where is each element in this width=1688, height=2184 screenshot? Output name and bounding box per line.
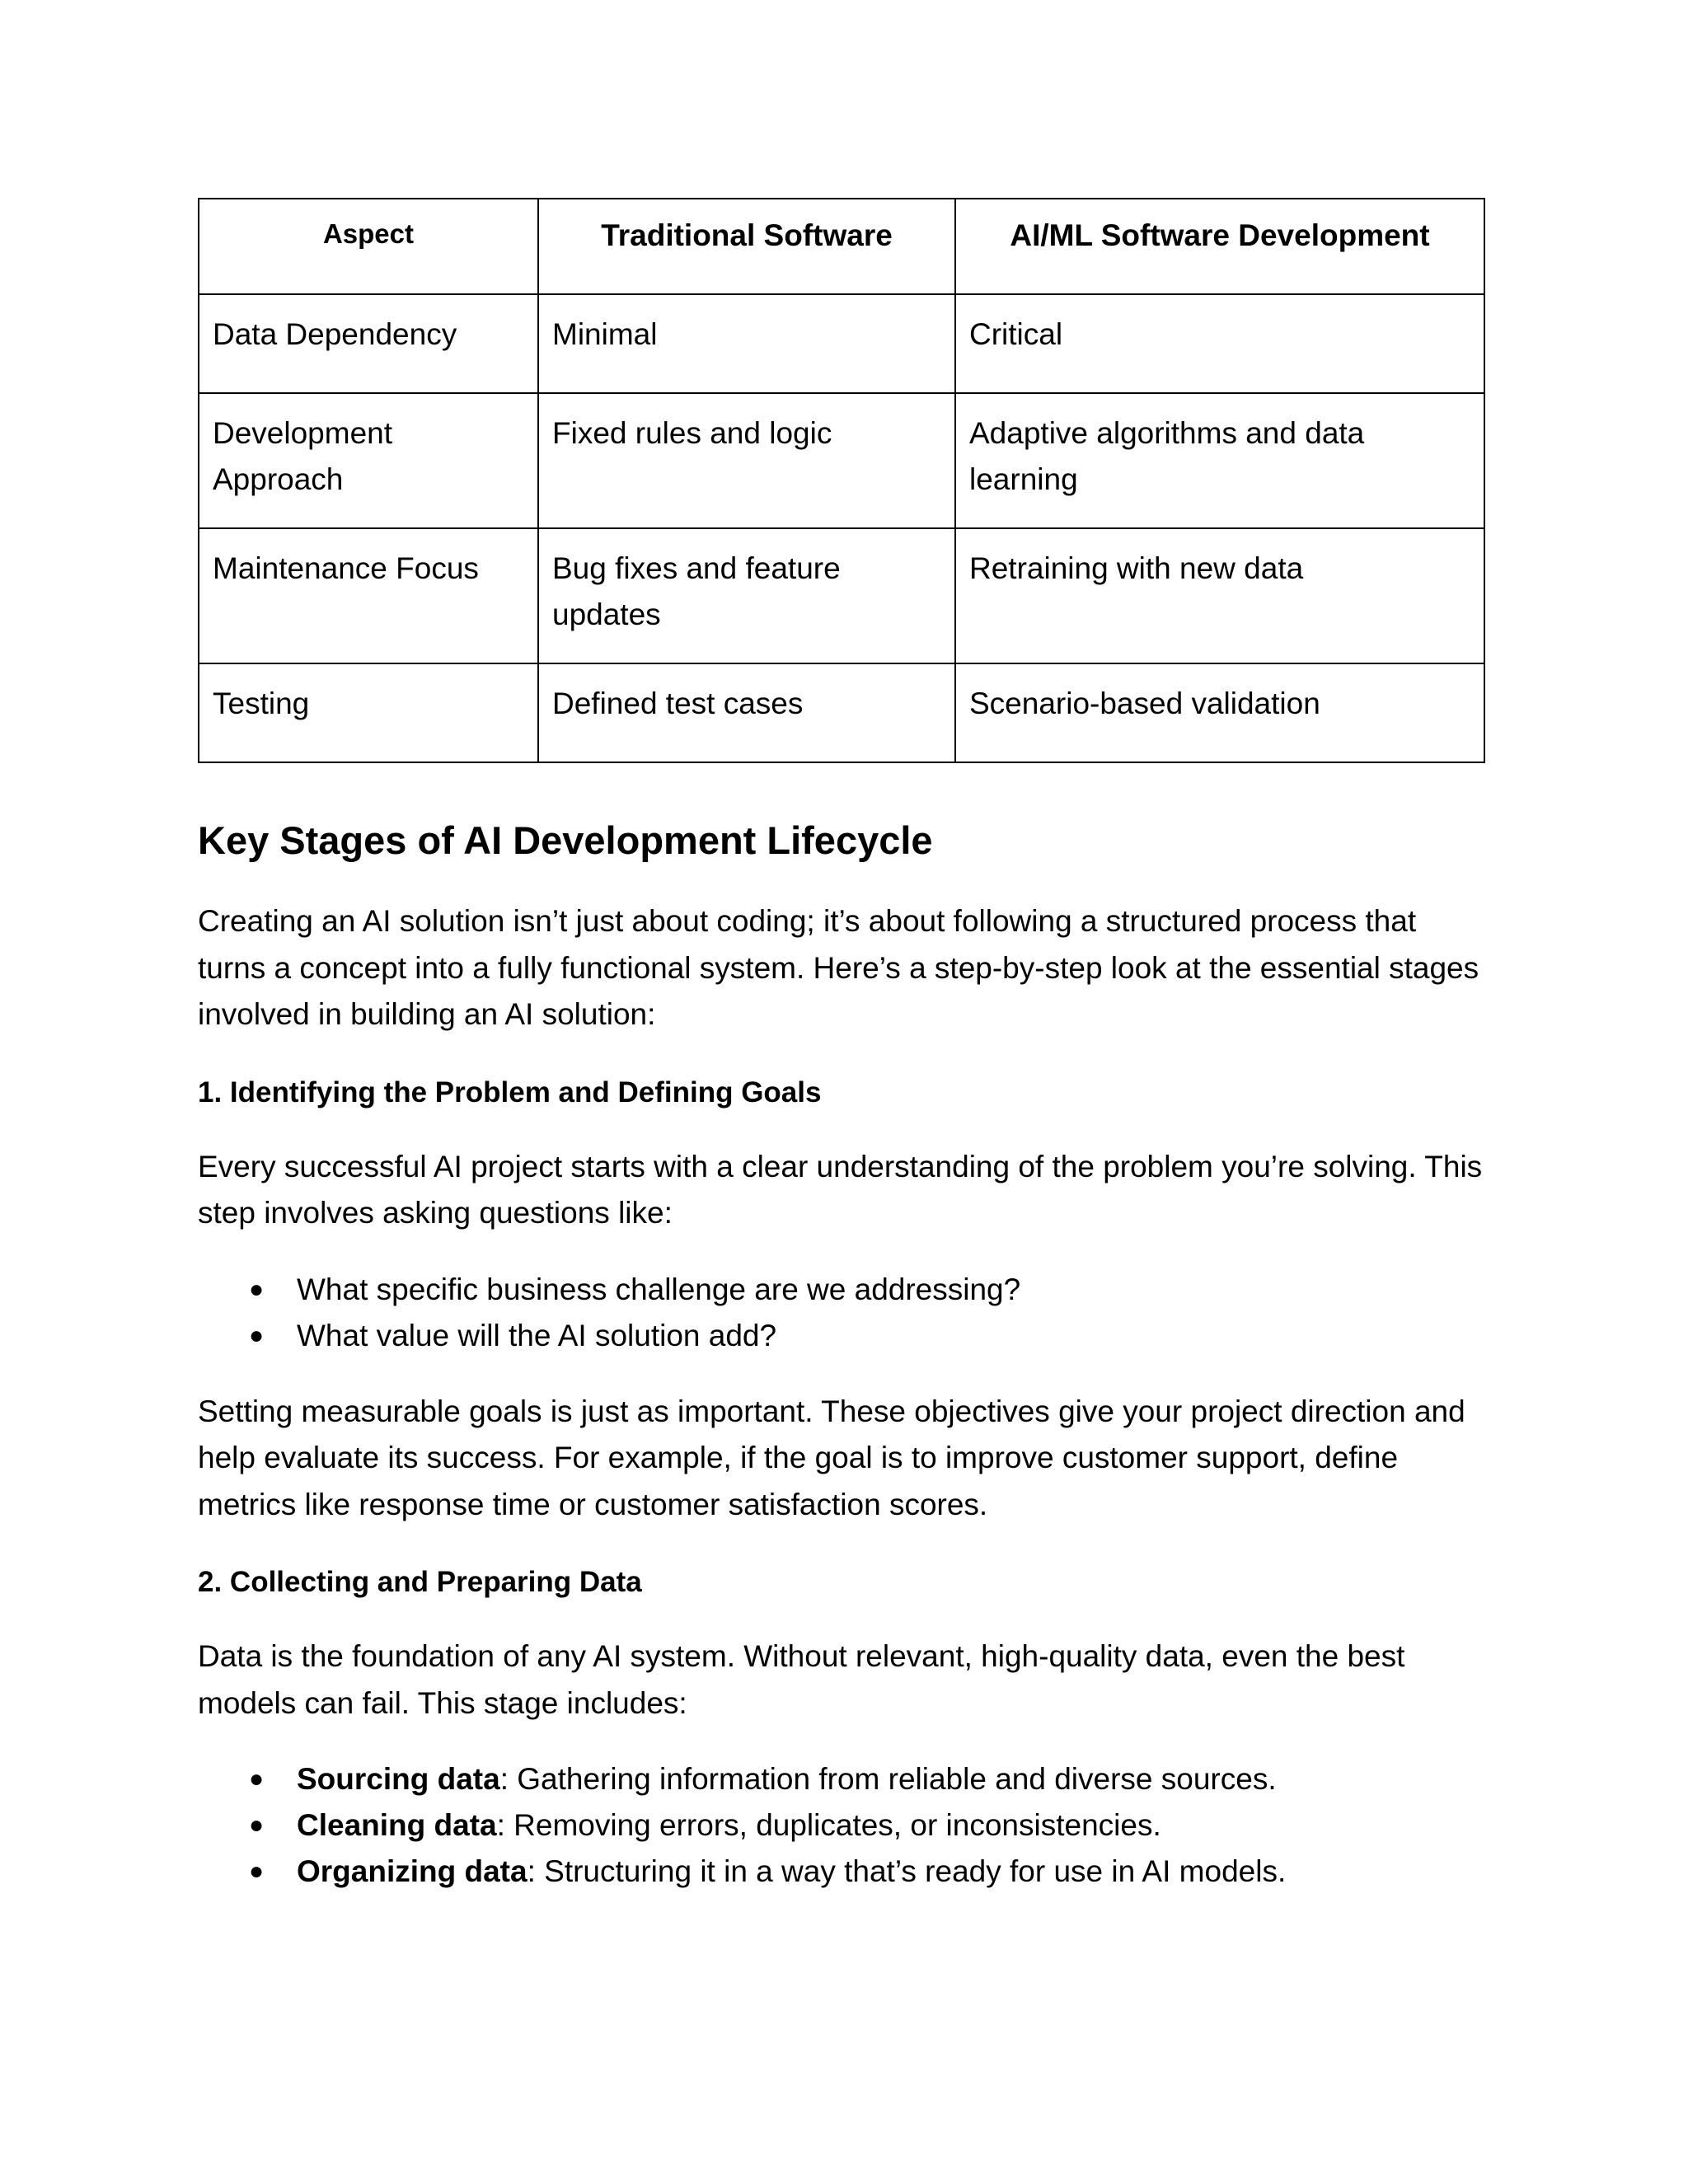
table-header-row [199, 199, 1484, 294]
section-heading: Key Stages of AI Development Lifecycle [198, 818, 933, 862]
list-item-text: : Removing errors, duplicates, or inconsistencies. [496, 1808, 1161, 1842]
table-cell: Development Approach [199, 393, 538, 528]
list-item-term: Organizing data [297, 1854, 528, 1888]
list-item [198, 1313, 1484, 1359]
list-item-text: What specific business challenge are we addressing? [297, 1272, 1021, 1306]
table-cell: Maintenance Focus [199, 528, 538, 663]
table-cell: Retraining with new data [955, 528, 1484, 663]
table-row [199, 294, 1484, 393]
list-item-text: What value will the AI solution add? [297, 1318, 777, 1352]
table-row [199, 393, 1484, 528]
list-item [198, 1802, 1484, 1849]
table-cell: Scenario-based validation [955, 663, 1484, 762]
list-item [198, 1267, 1484, 1313]
table-cell: Critical [955, 294, 1484, 393]
step-2-paragraph: Data is the foundation of any AI system. Without relevant, high-quality data, even the best models can fail. This stage includes: [198, 1639, 1405, 1720]
table-cell: Testing [199, 663, 538, 762]
list-item [198, 1849, 1484, 1895]
table-cell: Bug fixes and feature updates [538, 528, 955, 663]
step-1-heading: 1. Identifying the Problem and Defining Goals [198, 1076, 822, 1108]
step-1-goals-paragraph: Setting measurable goals is just as important. These objectives give your project direction and help evaluate its success. For example, if the goal is to improve customer support, define metrics like response time or customer satisfaction scores. [198, 1394, 1465, 1521]
table-cell: Minimal [538, 294, 955, 393]
list-item-term: Cleaning data [297, 1808, 497, 1842]
bullet-icon: ● [249, 1811, 265, 1839]
bullet-icon: ● [249, 1321, 265, 1349]
comparison-table [198, 198, 1485, 763]
bullet-icon: ● [249, 1858, 265, 1885]
table-cell: Data Dependency [199, 294, 538, 393]
table-row [199, 663, 1484, 762]
bullet-icon: ● [249, 1765, 265, 1793]
list-item [198, 1756, 1484, 1802]
document-page [198, 198, 1484, 1895]
list-item-term: Sourcing data [297, 1762, 500, 1796]
table-cell: Defined test cases [538, 663, 955, 762]
table-header-cell: Traditional Software [538, 199, 955, 294]
table-cell: Fixed rules and logic [538, 393, 955, 528]
bullet-icon: ● [249, 1275, 265, 1303]
step-2-heading: 2. Collecting and Preparing Data [198, 1566, 642, 1598]
step-1-paragraph: Every successful AI project starts with a clear understanding of the problem you’re solving. This step involves asking questions like: [198, 1149, 1483, 1230]
list-item-text: : Structuring it in a way that’s ready for use in AI models. [527, 1854, 1287, 1888]
list-item-text: : Gathering information from reliable and diverse sources. [499, 1762, 1277, 1796]
step-2-bullet-list [198, 1756, 1484, 1895]
table-header-cell: AI/ML Software Development [955, 199, 1484, 294]
table-cell: Adaptive algorithms and data learning [955, 393, 1484, 528]
table-row [199, 528, 1484, 663]
step-1-bullet-list [198, 1267, 1484, 1359]
table-header-cell: Aspect [199, 199, 538, 294]
intro-paragraph: Creating an AI solution isn’t just about coding; it’s about following a structured process that turns a concept into a fully functional system. Here’s a step-by-step look at the essential stages involved in building an AI solution: [198, 904, 1479, 1031]
